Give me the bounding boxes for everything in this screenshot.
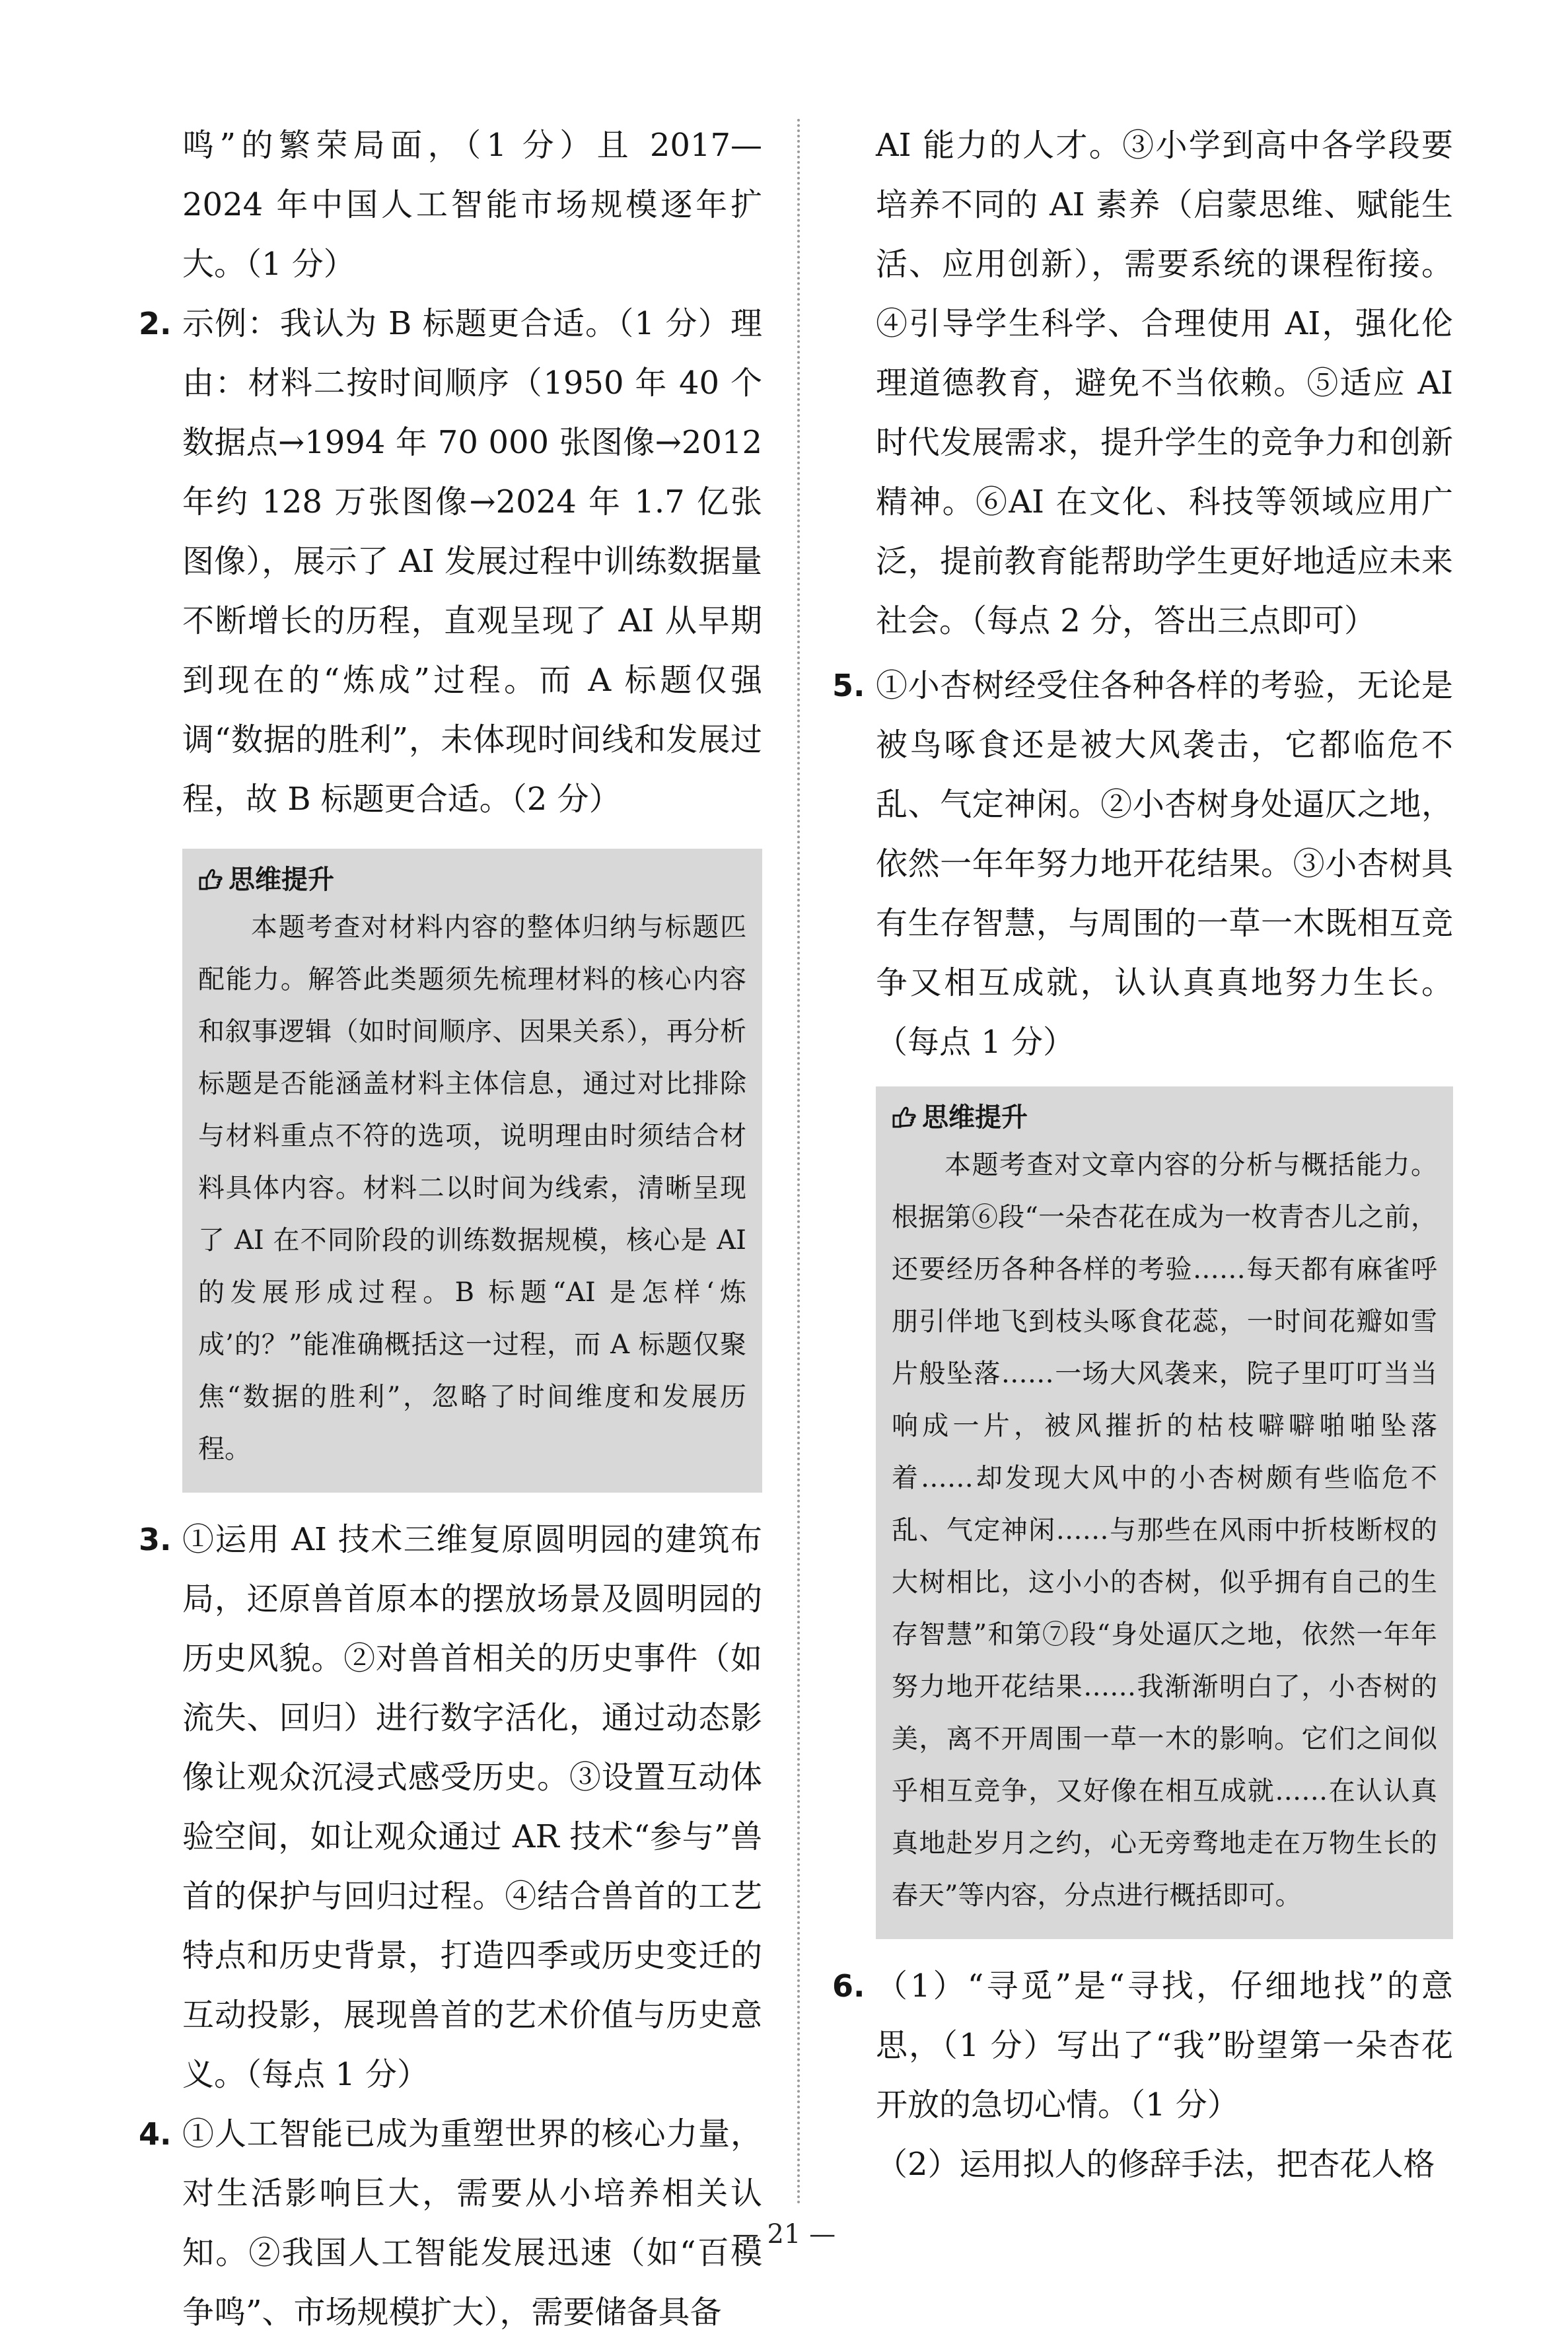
q1-continuation-text: 鸣”的繁荣局面，（1 分）且 2017—2024 年中国人工智能市场规模逐年扩大。（1 分） bbox=[182, 127, 762, 283]
left-column bbox=[139, 116, 762, 2342]
question-5 bbox=[832, 656, 1453, 1072]
question-6-part-2: （2）运用拟人的修辞手法，把杏花人格 bbox=[876, 2146, 1435, 2183]
question-4-number: 4. bbox=[139, 2116, 172, 2152]
question-2 bbox=[139, 294, 762, 829]
q4-continuation bbox=[832, 116, 1453, 651]
thinking-box-1-body: 本题考查对材料内容的整体归纳与标题匹配能力。解答此类题须先梳理材料的核心内容和叙事逻辑（如时间顺序、因果关系），再分析标题是否能涵盖材料主体信息，通过对比排除与材料重点不符的选项，说明理由时须结合材料具体内容。材料二以时间为线索，清晰呈现了 AI 在不同阶段的训练数据规模，核心是 AI 的发展形成过程。B 标题“AI 是怎样‘炼成’的？”能准确概括这一过程，而 A 标题仅聚焦“数据的胜利”，忽略了时间维度和发展历程。 bbox=[198, 912, 746, 1464]
question-6 bbox=[832, 1956, 1453, 2135]
question-2-number: 2. bbox=[139, 306, 172, 341]
question-3 bbox=[139, 1510, 762, 2104]
question-6-number: 6. bbox=[832, 1968, 865, 2004]
thinking-box-1-title: 思维提升 bbox=[229, 865, 334, 895]
question-3-number: 3. bbox=[139, 1522, 172, 1557]
column-divider bbox=[797, 119, 800, 2206]
pointing-hand-icon bbox=[198, 869, 223, 891]
question-5-answer: ①小杏树经受住各种各样的考验，无论是被鸟啄食还是被大风袭击，它都临危不乱、气定神闲。②小杏树身处逼仄之地，依然一年年努力地开花结果。③小杏树具有生存智慧，与周围的一草一木既相互竞争又相互成就，认认真真地努力生长。（每点 1 分） bbox=[876, 667, 1453, 1061]
question-6-part-1: （1）“寻觅”是“寻找，仔细地找”的意思，（1 分）写出了“我”盼望第一朵杏花开放的急切心情。（1 分） bbox=[876, 1968, 1453, 2123]
q1-continuation bbox=[139, 116, 762, 294]
question-4-answer: ①人工智能已成为重塑世界的核心力量，对生活影响巨大，需要从小培养相关认知。②我国人工智能发展迅速（如“百模争鸣”、市场规模扩大），需要储备具备 bbox=[182, 2115, 762, 2331]
thinking-box-1-header bbox=[198, 858, 746, 902]
q4-continuation-text: AI 能力的人才。③小学到高中各学段要培养不同的 AI 素养（启蒙思维、赋能生活、应用创新），需要系统的课程衔接。④引导学生科学、合理使用 AI，强化伦理道德教育，避免不当依赖。⑤适应 AI 时代发展需求，提升学生的竞争力和创新精神。⑥AI 在文化、科技等领域应用广泛，提前教育能帮助学生更好地适应未来社会。（每点 2 分，答出三点即可） bbox=[876, 127, 1453, 639]
question-6-part-2-row bbox=[832, 2135, 1453, 2194]
right-column bbox=[832, 116, 1453, 2194]
thinking-box-2-header bbox=[892, 1096, 1437, 1139]
question-2-answer: 示例：我认为 B 标题更合适。（1 分）理由：材料二按时间顺序（1950 年 40 个数据点→1994 年 70 000 张图像→2012 年约 128 万张图像→2024 年 1.7 亿张图像），展示了 AI 发展过程中训练数据量不断增长的历程，直观呈现了 AI 从早期到现在的“炼成”过程。而 A 标题仅强调“数据的胜利”，未体现时间线和发展过程，故 B 标题更合适。（2 分） bbox=[182, 305, 762, 818]
question-5-number: 5. bbox=[832, 668, 865, 703]
thinking-box-2 bbox=[876, 1086, 1453, 1939]
thinking-box-2-title: 思维提升 bbox=[922, 1102, 1028, 1133]
thinking-box-2-body: 本题考查对文章内容的分析与概括能力。根据第⑥段“一朵杏花在成为一枚青杏儿之前，还要经历各种各样的考验……每天都有麻雀呼朋引伴地飞到枝头啄食花蕊，一时间花瓣如雪片般坠落……一场大风袭来，院子里叮叮当当响成一片，被风摧折的枯枝噼噼啪啪坠落着……却发现大风中的小杏树颇有些临危不乱、气定神闲……与那些在风雨中折枝断杈的大树相比，这小小的杏树，似乎拥有自己的生存智慧”和第⑦段“身处逼仄之地，依然一年年努力地开花结果……我渐渐明白了，小杏树的美，离不开周围一草一木的影响。它们之间似乎相互竞争，又好像在相互成就……在认认真真地赴岁月之约，心无旁骛地走在万物生长的春天”等内容，分点进行概括即可。 bbox=[892, 1150, 1437, 1911]
thinking-box-1 bbox=[182, 849, 762, 1493]
pointing-hand-icon bbox=[892, 1106, 917, 1129]
page-number: — 21 — bbox=[732, 2219, 836, 2250]
question-3-answer: ①运用 AI 技术三维复原圆明园的建筑布局，还原兽首原本的摆放场景及圆明园的历史风貌。②对兽首相关的历史事件（如流失、回归）进行数字活化，通过动态影像让观众沉浸式感受历史。③设置互动体验空间，如让观众通过 AR 技术“参与”兽首的保护与回归过程。④结合兽首的工艺特点和历史背景，打造四季或历史变迁的互动投影，展现兽首的艺术价值与历史意义。（每点 1 分） bbox=[182, 1521, 762, 2093]
